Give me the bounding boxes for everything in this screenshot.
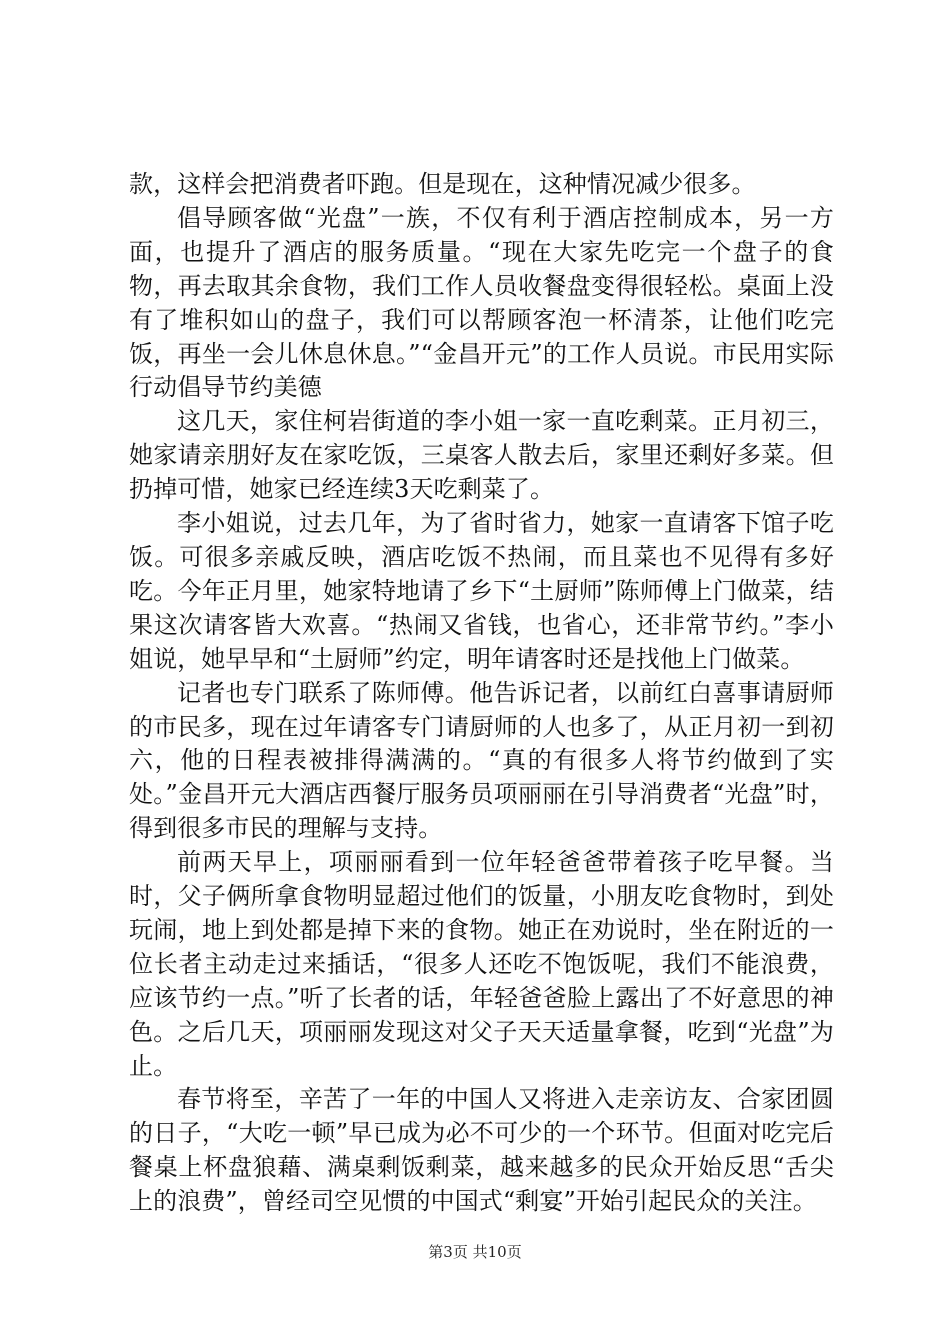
paragraph: 记者也专门联系了陈师傅。他告诉记者，以前红白喜事请厨师的市民多，现在过年请客专门请厨师的人也多了，从正月初一到初六，他的日程表被排得满满的。“真的有很多人将节约做到了实处。”金昌开元大酒店西餐厅服务员项丽丽在引导消费者“光盘”时，得到很多市民的理解与支持。 bbox=[129, 678, 834, 843]
paragraph: 李小姐说，过去几年，为了省时省力，她家一直请客下馆子吃饭。可很多亲戚反映，酒店吃饭不热闹，而且菜也不见得有多好吃。今年正月里，她家特地请了乡下“土厨师”陈师傅上门做菜，结果这次请客皆大欢喜。“热闹又省钱，也省心，还非常节约。”李小姐说，她早早和“土厨师”约定，明年请客时还是找他上门做菜。 bbox=[129, 509, 834, 673]
paragraph: 这几天，家住柯岩街道的李小姐一家一直吃剩菜。正月初三，她家请亲朋好友在家吃饭，三桌客人散去后，家里还剩好多菜。但扔掉可惜，她家已经连续3天吃剩菜了。 bbox=[129, 407, 834, 504]
paragraph: 款，这样会把消费者吓跑。但是现在，这种情况减少很多。 bbox=[129, 170, 756, 198]
page-number: 第3页 共10页 bbox=[428, 1243, 522, 1261]
paragraph: 春节将至，辛苦了一年的中国人又将进入走亲访友、合家团圆的日子，“大吃一顿”早已成为必不可少的一个环节。但面对吃完后餐桌上杯盘狼藉、满桌剩饭剩菜，越来越多的民众开始反思“舌尖上的浪费”，曾经司空见惯的中国式“剩宴”开始引起民众的关注。 bbox=[129, 1085, 834, 1216]
paragraph: 倡导顾客做“光盘”一族，不仅有利于酒店控制成本，另一方面，也提升了酒店的服务质量。“现在大家先吃完一个盘子的食物，再去取其余食物，我们工作人员收餐盘变得很轻松。桌面上没有了堆积如山的盘子，我们可以帮顾客泡一杯清茶，让他们吃完饭，再坐一会儿休息休息。”“金昌开元”的工作人员说。市民用实际行动倡导节约美德 bbox=[129, 203, 834, 402]
article-body bbox=[129, 168, 834, 1219]
paragraph: 前两天早上，项丽丽看到一位年轻爸爸带着孩子吃早餐。当时，父子俩所拿食物明显超过他们的饭量，小朋友吃食物时，到处玩闹，地上到处都是掉下来的食物。她正在劝说时，坐在附近的一位长者主动走过来插话，“很多人还吃不饱饭呢，我们不能浪费，应该节约一点。”听了长者的话，年轻爸爸脸上露出了不好意思的神色。之后几天，项丽丽发现这对父子天天适量拿餐，吃到“光盘”为止。 bbox=[129, 848, 834, 1080]
page-footer bbox=[0, 1242, 950, 1262]
